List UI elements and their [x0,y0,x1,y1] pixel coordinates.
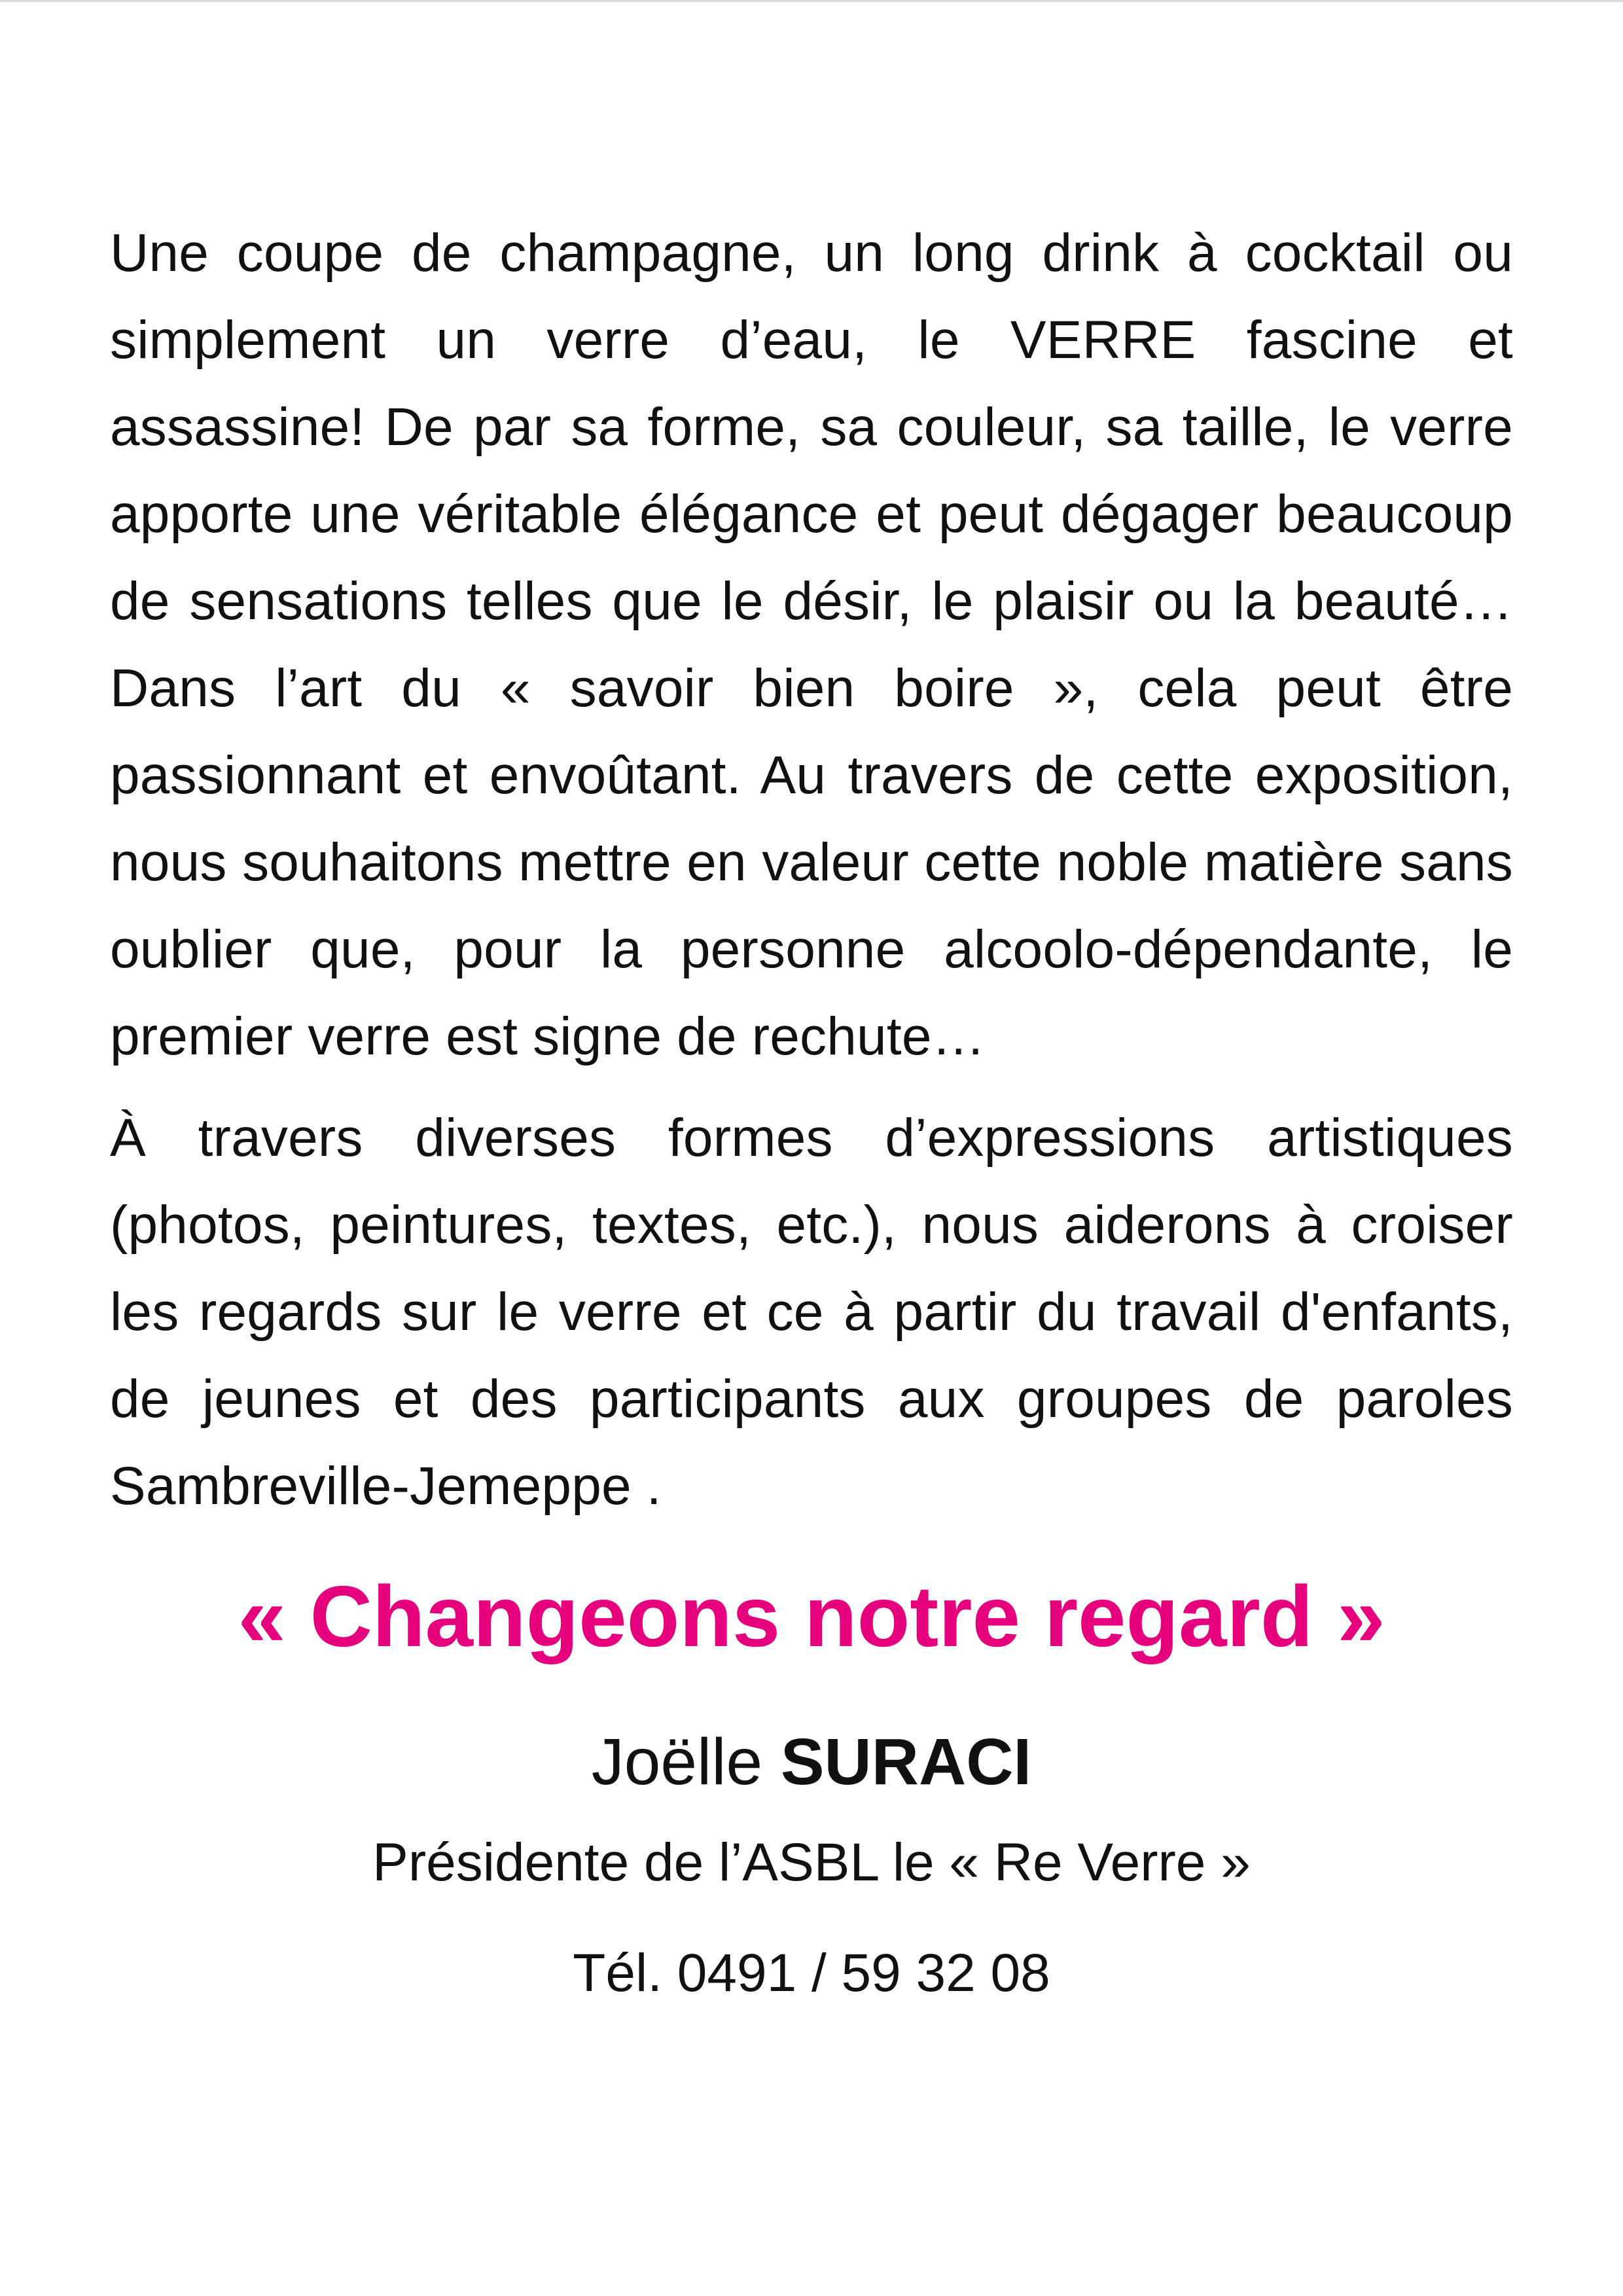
author-last-name: SURACI [780,1725,1032,1799]
slogan-heading: « Changeons notre regard » [238,1568,1385,1664]
exhibition-paragraph: À travers diverses formes d’expressions artistiques (photos, peintures, textes, etc.), nous aiderons à croiser les regards sur le verre et ce à partir du travail d'enfants, de jeunes et des participants aux groupes de paroles Sambreville-Jemeppe . [110,1108,1513,1516]
page-top-border [0,0,1623,2]
author-first-name: Joëlle [591,1725,763,1799]
phone-number: Tél. 0491 / 59 32 08 [573,1943,1050,2003]
author-name [0,1723,1623,1801]
intro-paragraph: Une coupe de champagne, un long drink à cocktail ou simplement un verre d’eau, le VERRE fascine et assassine! De par sa forme, sa couleur, sa taille, le verre apporte une véritable élégance et peut dégager beaucoup de sensations telles que le désir, le plaisir ou la beauté… Dans l’art du « savoir bien boire », cela peut être passionnant et envoûtant. Au travers de cette exposition, nous souhaitons mettre en valeur cette noble matière sans oublier que, pour la personne alcoolo-dépendante, le premier verre est signe de rechute… [110,223,1513,1066]
author-role: Présidente de l’ASBL le « Re Verre » [372,1833,1251,1892]
